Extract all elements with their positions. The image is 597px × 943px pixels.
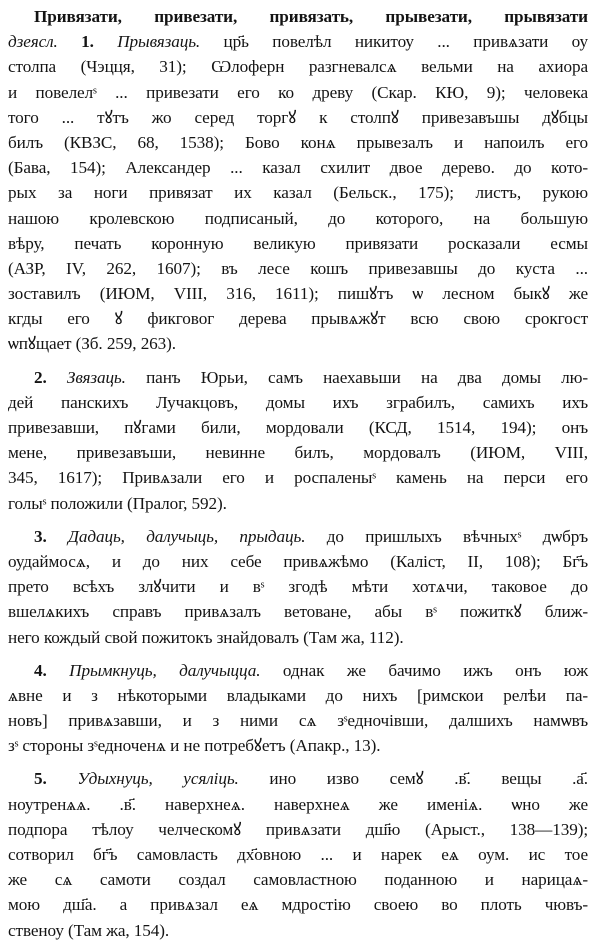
- sense-line: вшелѧкихъ справъ привѧзалъ ветоване, абы вˢ пожиткꙋ ближ-: [8, 602, 588, 622]
- sense-text: однак же бачимо ижъ онъ юж: [282, 660, 588, 680]
- sense-text: панъ Юрьи, самъ наехавьши на два домы лю-: [146, 367, 589, 387]
- entry-headword-line: [8, 4, 588, 29]
- sense-line: [8, 658, 588, 683]
- sense-line: прето всѣхъ злꙋчити и вˢ згодѣ мѣти хотѧчи, таковое до: [8, 577, 588, 597]
- sense-line: зˢ стороны зˢедноченѧ и не потребꙋетъ (Апакр., 13).: [8, 736, 381, 756]
- dictionary-entry: [8, 4, 588, 943]
- sense-line: [8, 365, 588, 390]
- sense-number: 1.: [81, 32, 94, 52]
- sense-line: ѧвне и з нѣкоторыми владыками до нихъ [римскои релѣи па-: [8, 685, 588, 705]
- sense-line: сотворил бг҃ъ самовласть дх҃овною ... и нарек еѧ оум. ис тое: [8, 845, 588, 864]
- sense-4: [8, 658, 588, 759]
- sense-5: [8, 766, 588, 942]
- sense-2: [8, 365, 588, 516]
- sense-line: рых за ноги привязат их казал (Бельск., 175); листъ, рукою: [8, 183, 588, 203]
- sense-line: него кождый свой пожитокъ знайдовалъ (Там жа, 112).: [8, 627, 404, 647]
- sense-line: (АЗР, IV, 262, 1607); въ лесе кошъ привезавшы до куста ...: [8, 258, 588, 278]
- sense-line: мою дш҃а. а привѧзал еѧ мдростію своею во плоть чювъ-: [8, 895, 588, 915]
- sense-line: [8, 524, 588, 549]
- sense-line: кгды его ꙋ фикговог дерева прывѧжꙋт всю свою срокгост: [8, 309, 588, 329]
- sense-meaning: Удыхнуць, усяліць.: [77, 769, 239, 789]
- sense-number: 4.: [34, 660, 47, 680]
- sense-line: голыˢ положили (Пралог, 592).: [8, 493, 227, 513]
- sense-line: билъ (КВЗС, 68, 1538); Бово конѧ прывезалъ и напоилъ его: [8, 132, 588, 152]
- sense-line: (Бава, 154); Александер ... казал схилит двое дерево. до кото-: [8, 158, 588, 178]
- sense-line: ноутренѧѧ. .в҃. наверхнеѧ. наверхнеѧ же именіѧ. ѡно же: [8, 794, 588, 814]
- sense-line: новъ] привѧзавши, и з ними сѧ зˢедночівши, далшихъ намѡвъ: [8, 711, 588, 731]
- sense-line: столпа (Чэцця, 31); Ѡлоферн разгневалсѧ вельми на ахиора: [8, 57, 588, 77]
- sense-text: цр҃ь повелѣл никитоу ... привѧзати оу: [223, 32, 588, 52]
- sense-number: 3.: [34, 526, 47, 546]
- sense-line: [8, 29, 588, 54]
- entry-headword: Привязати, привезати, привязать, прывезати, прывязати: [34, 7, 588, 26]
- sense-line: дей панскихъ Лучакцовъ, домы ихъ зграбилъ, самихъ ихъ: [8, 392, 588, 412]
- sense-line: вѣру, печать коронную великую привязати росказали есмы: [8, 233, 588, 253]
- sense-number: 5.: [34, 769, 47, 789]
- sense-line: [8, 766, 588, 791]
- sense-line: привезавши, пꙋгами били, мордовали (КСД, 1514, 194); онъ: [8, 418, 588, 437]
- sense-text: ино изво семꙋ .в҃. вещы .а҃.: [269, 769, 588, 789]
- sense-number: 2.: [34, 367, 47, 387]
- sense-line: 345, 1617); Привѧзали его и роспаленыˢ камень на перси его: [8, 468, 588, 488]
- sense-line: оудаймосѧ, и до них себе привѧжѣмо (Каліст, II, 108); Бг҃ъ: [8, 551, 588, 571]
- sense-line: нашою кролевскою подписаный, до которого, на большую: [8, 208, 588, 228]
- sense-line: ѡпꙋщает (Зб. 259, 263).: [8, 334, 176, 354]
- sense-meaning: Дадаць, далучыць, прыдаць.: [68, 526, 306, 546]
- sense-text: до пришлыхъ вѣчныхˢ дѡбръ: [326, 526, 589, 546]
- sense-meaning: Прымкнуць, далучыцца.: [69, 660, 261, 680]
- sense-line: подпора тѣлоу челческомꙋ привѧзати дш҃ю (Арыст., 138—139);: [8, 819, 588, 839]
- sense-line: и повелелˢ ... привезати его ко древу (Скар. КЮ, 9); человека: [8, 82, 588, 102]
- sense-meaning: Прывязаць.: [117, 32, 201, 52]
- sense-1: [8, 4, 588, 357]
- part-of-speech-label: дзеясл.: [8, 32, 58, 52]
- sense-3: [8, 524, 588, 650]
- sense-meaning: Звязаць.: [66, 367, 126, 387]
- sense-line: того ... тꙋтъ жо серед торгꙋ к столпꙋ привезавъшы дꙋбцы: [8, 107, 588, 127]
- sense-line: зоставилъ (ИЮМ, VIII, 316, 1611); пишꙋтъ ѡ лесном быкꙋ же: [8, 284, 588, 304]
- sense-line: мене, привезавъши, невинне билъ, мордовалъ (ИЮМ, VIII,: [8, 443, 588, 463]
- sense-line: ственоу (Там жа, 154).: [8, 920, 170, 940]
- sense-line: же сѧ самоти создал самовластною поданною и нарицаѧ-: [8, 870, 588, 890]
